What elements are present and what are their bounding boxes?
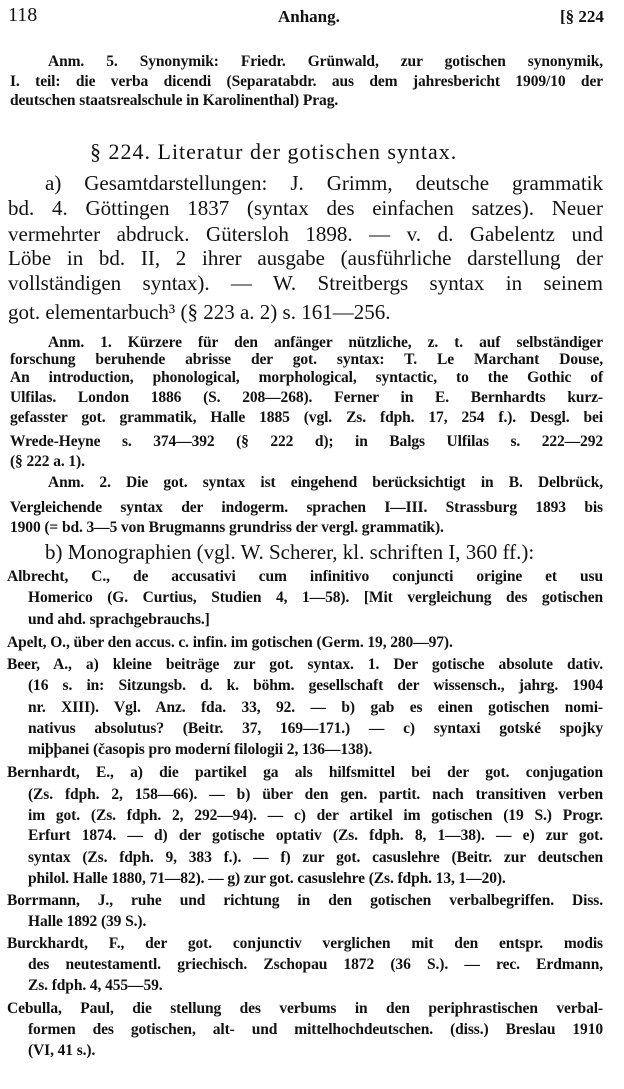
- text-line: a) Gesamtdarstellungen: J. Grimm, deutsche grammatik: [45, 171, 603, 195]
- text-line: vollständigen syntax). — W. Streitbergs syntax in seinem: [8, 271, 603, 295]
- text-line: (§ 222 a. 1).: [10, 453, 85, 470]
- text-line: syntax (Zs. fdph. 9, 383 f.). — f) zur got. casuslehre (Beitr. zur deutschen: [28, 849, 603, 866]
- text-line: Beer, A., a) kleine beiträge zur got. syntax. 1. Der gotische absolute dativ.: [7, 656, 603, 673]
- text-line: Borrmann, J., ruhe und richtung in den gotischen verbalbegriffen. Diss.: [7, 892, 603, 909]
- text-line: Erfurt 1874. — d) der gotische optativ (Zs. fdph. 8, 1—38). — e) zur got.: [28, 827, 603, 844]
- text-line: formen des gotischen, alt- und mittelhochdeutschen. (diss.) Breslau 1910: [28, 1021, 603, 1038]
- text-line: miþþanei (časopis pro moderní filologii 2, 136—138).: [28, 741, 373, 758]
- text-line: Bernhardt, E., a) die partikel ga als hilfsmittel bei der got. conjugation: [7, 764, 603, 781]
- text-line: forschung beruhende abrisse der got. syntax: T. Le Marchant Douse,: [10, 351, 603, 368]
- text-line: Wrede-Heyne s. 374—392 (§ 222 d); in Balgs Ulfilas s. 222—292: [10, 433, 603, 450]
- text-line: (Zs. fdph. 2, 158—66). — b) über den gen. partit. nach transitiven verben: [28, 786, 603, 803]
- text-line: Zs. fdph. 4, 455—59.: [28, 977, 163, 994]
- text-line: deutschen staatsrealschule in Karolinenthal) Prag.: [10, 92, 339, 109]
- text-line: Apelt, O., über den accus. c. infin. im gotischen (Germ. 19, 280—97).: [7, 634, 453, 651]
- text-line: An introduction, phonological, morphological, syntactic, to the Gothic of: [10, 369, 603, 386]
- section-reference: [§ 224: [560, 7, 604, 26]
- text-line: philol. Halle 1880, 71—82). — g) zur got. casuslehre (Zs. fdph. 13, 1—20).: [28, 870, 506, 887]
- text-line: Albrecht, C., de accusativi cum infinitivo conjuncti origine et usu: [7, 568, 603, 585]
- text-line: § 224. Literatur der gotischen syntax.: [90, 139, 458, 164]
- text-line: Burckhardt, F., der got. conjunctiv verglichen mit den entspr. modis: [7, 935, 603, 952]
- text-line: bd. 4. Göttingen 1837 (syntax des einfachen satzes). Neuer: [8, 196, 603, 220]
- text-line: im got. (Zs. fdph. 2, 292—94). — c) der artikel im gotischen (19 S.) Progr.: [28, 807, 603, 824]
- text-line: nativus absolutus? (Beitr. 37, 169—171.) — c) syntaxi gotské spojky: [28, 720, 603, 737]
- text-line: 1900 (= bd. 3—5 von Brugmanns grundriss der vergl. grammatik).: [10, 519, 444, 536]
- text-line: (16 s. in: Sitzungsb. d. k. böhm. gesellschaft der wissensch., jahrg. 1904: [28, 677, 603, 694]
- text-line: Löbe in bd. II, 2 ihrer ausgabe (ausführliche darstellung der: [8, 246, 603, 270]
- running-title: Anhang.: [278, 7, 340, 26]
- text-line: des neutestamentl. griechisch. Zschopau 1872 (36 S.). — rec. Erdmann,: [28, 956, 603, 973]
- text-line: Cebulla, Paul, die stellung des verbums in den periphrastischen verbal-: [7, 1000, 603, 1017]
- text-line: Anm. 1. Kürzere für den anfänger nützliche, z. t. auf selbständiger: [48, 334, 603, 351]
- text-line: Vergleichende syntax der indogerm. sprachen I—III. Strassburg 1893 bis: [10, 499, 603, 516]
- text-line: und ahd. sprachgebrauchs.]: [28, 611, 210, 628]
- text-line: b) Monographien (vgl. W. Scherer, kl. schriften I, 360 ff.):: [45, 540, 535, 564]
- text-line: vermehrter abdruck. Gütersloh 1898. — v. d. Gabelentz und: [8, 222, 603, 246]
- text-line: Halle 1892 (39 S.).: [28, 913, 147, 930]
- text-line: gefasster got. grammatik, Halle 1885 (vgl. Zs. fdph. 17, 254 f.). Desgl. bei: [10, 409, 603, 426]
- text-line: Anm. 5. Synonymik: Friedr. Grünwald, zur gotischen synonymik,: [48, 53, 603, 70]
- text-line: got. elementarbuch³ (§ 223 a. 2) s. 161—256.: [8, 300, 391, 324]
- page-number: 118: [8, 4, 38, 26]
- text-line: Homerico (G. Curtius, Studien 4, 1—58). [Mit vergleichung des gotischen: [28, 589, 603, 606]
- text-line: I. teil: die verba dicendi (Separatabdr. aus dem jahresbericht 1909/10 der: [10, 73, 603, 90]
- text-line: (VI, 41 s.).: [28, 1042, 96, 1059]
- text-line: Ulfilas. London 1886 (S. 208—268). Ferner in E. Bernhardts kurz-: [10, 389, 603, 406]
- text-line: Anm. 2. Die got. syntax ist eingehend berücksichtigt in B. Delbrück,: [48, 474, 603, 491]
- text-line: nr. XIII). Vgl. Anz. fda. 33, 92. — b) gab es einen gotischen nomi-: [28, 699, 603, 716]
